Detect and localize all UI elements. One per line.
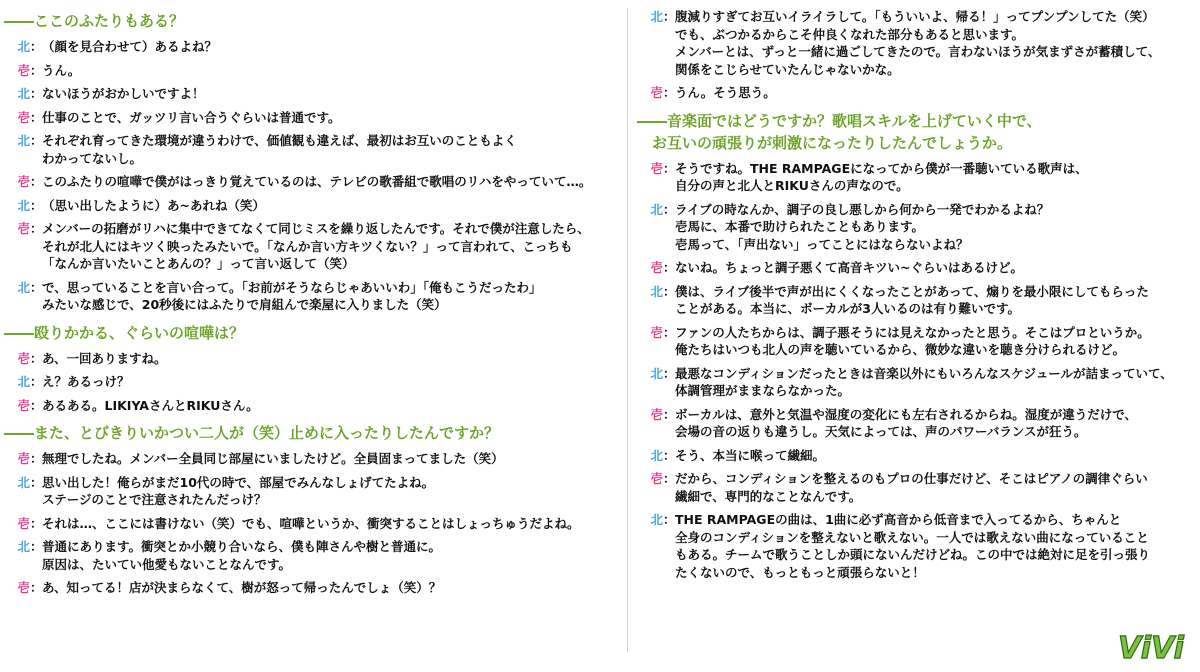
speaker-colon: ： [30,539,43,554]
speaker-label-ichi: 壱 [650,160,663,176]
speaker-colon: ： [663,471,676,486]
dialogue-text [42,197,622,215]
speaker-colon: ： [30,350,43,366]
dialogue-turn [633,201,1200,254]
speaker-label-ichi: 壱 [17,62,30,78]
dialogue-text [675,160,1200,195]
dialogue-text [42,474,622,509]
speaker-colon: ： [663,324,676,340]
speaker-colon: ： [663,406,676,422]
speaker-colon: ： [663,9,676,24]
speaker-colon: ： [663,283,676,299]
speaker-colon: ： [30,374,43,389]
dialogue-text [675,8,1200,78]
dialogue-line: ないね。ちょっと調子悪くて高音キツい~ぐらいはあるけど。 [675,260,1023,275]
dialogue-text [42,38,622,56]
left-column-content [0,0,622,597]
dialogue-line: （顔を見合わせて）あるよね？ [42,39,218,54]
dialogue-text [675,511,1200,581]
dialogue-text [675,201,1200,254]
dialogue-line: あるある。LIKIYAさんとRIKUさん。 [42,397,259,413]
vivi-logo-mark [1116,630,1186,664]
speaker-colon: ： [30,451,43,466]
dialogue-line: それは…、ここには書けない（笑）でも、喧嘩というか、衝突することはしょっちゅうだよね。 [42,515,580,531]
interview-question [0,422,622,444]
dialogue-text [675,324,1200,359]
dialogue-line: そう、本当に喉って繊細。 [675,447,826,463]
dialogue-turn [0,279,622,314]
speaker-colon: ： [663,85,676,100]
dialogue-turn [633,324,1200,359]
speaker-label-ichi: 壱 [650,260,663,275]
dialogue-turn [0,474,622,509]
speaker-label-kita: 北 [650,9,663,24]
dialogue-turn [633,511,1200,581]
speaker-colon: ： [663,365,676,381]
dialogue-line: 普通にあります。衝突とか小競り合いなら、僕も陣さんや樹と普通に。 [42,539,442,554]
dialogue-line: そうですね。THE RAMPAGEになってから僕が一番聴いている歌声は、 [675,160,1088,176]
dialogue-text [42,109,622,127]
dialogue-text [42,220,622,273]
dialogue-line: 仕事のことで、ガッツリ言い合うぐらいは普通です。 [42,109,341,125]
dialogue-turn [0,220,622,273]
dialogue-line: あ、一回ありますね。 [42,350,167,366]
dialogue-text [675,406,1200,441]
speaker-label-kita: 北 [650,447,663,463]
dialogue-turn [0,397,622,415]
dialogue-line: 無理でしたね。メンバー全員同じ部屋にいましたけど。全員固まってました（笑） [42,451,504,466]
speaker-colon: ： [30,174,43,189]
dialogue-text [42,350,622,368]
speaker-colon: ： [30,109,43,125]
dialogue-turn [633,283,1200,318]
dialogue-turn [0,450,622,468]
speaker-colon: ： [30,86,43,101]
dialogue-line: 繊細で、専門的なことなんです。 [675,488,862,504]
dialogue-turn [633,160,1200,195]
dialogue-text [42,279,622,314]
vivi-logo [1116,630,1186,664]
speaker-label-ichi: 壱 [17,109,30,125]
speaker-label-kita: 北 [17,133,30,148]
dialogue-turn [0,85,622,103]
dialogue-line: （思い出したように）あ~あれね（笑） [42,197,265,213]
speaker-colon: ： [30,474,43,490]
speaker-colon: ： [30,133,43,148]
dialogue-line: メンバーとは、ずっと一緒に過ごしてきたので。言わないほうが気まずさが蓄積して、 [675,44,1161,59]
dialogue-text [42,132,622,167]
dialogue-text [42,538,622,573]
dialogue-text [42,85,622,103]
speaker-label-kita: 北 [650,512,663,527]
dialogue-line: ことがある。本当に、ボーカルが3人いるのは有り難いです。 [675,301,1020,316]
dialogue-line: それぞれ育ってきた環境が違うわけで、価値観も違えば、最初はお互いのこともよく [42,133,517,148]
dialogue-text [42,397,622,415]
dialogue-line: 最悪なコンディションだったときは音楽以外にもいろんなスケジュールが詰まっていて、 [675,365,1173,381]
speaker-colon: ： [663,260,676,275]
dialogue-turn [0,62,622,80]
dialogue-line: ステージのことで注意されたんだっけ？ [42,492,267,507]
speaker-label-kita: 北 [650,201,663,217]
dialogue-line: 僕は、ライブ後半で声が出にくくなったことがあって、煽りを最小限にしてもらった [675,283,1149,299]
interview-question [0,10,622,32]
dialogue-text [42,450,622,468]
dialogue-line: 壱馬に、本番で助けられたこともあります。 [675,219,925,234]
dialogue-turn [633,259,1200,277]
dialogue-line: 腹減りすぎてお互いイライラして。「もういいよ、帰る！」ってプンプンしてた（笑） [675,9,1155,24]
dialogue-line: みたいな感じで、20秒後にはふたりで肩組んで楽屋に入りました（笑） [42,297,447,312]
dialogue-line: わかってないし。 [42,150,143,166]
dialogue-line: ファンの人たちからは、調子悪そうには見えなかったと思う。そこはプロというか。 [675,324,1150,340]
speaker-colon: ： [30,197,43,213]
dialogue-text [42,579,622,597]
dialogue-text [675,84,1200,102]
question-line: お互いの頑張りが刺激になったりしたんでしょうか。 [637,133,1013,152]
speaker-colon: ： [30,580,43,595]
right-column-content [633,0,1200,581]
dialogue-line: それが北人にはキツく映ったみたいで。「なんか言い方キツくない？」って言われて、こっちも [42,238,573,254]
speaker-label-kita: 北 [17,539,30,554]
dialogue-text [675,365,1200,400]
speaker-label-ichi: 壱 [650,406,663,422]
speaker-colon: ： [30,62,43,78]
dialogue-line: 全身のコンディションを整えないと歌えない。一人では歌えない曲になっていること [675,529,1149,545]
dialogue-text [675,283,1200,318]
speaker-label-kita: 北 [17,86,30,101]
dialogue-turn [633,365,1200,400]
dialogue-line: うん。 [42,62,81,78]
speaker-colon: ： [663,447,676,463]
dialogue-line: 思い出した！俺らがまだ10代の時で、部屋でみんなしょげてたよね。 [42,474,435,490]
dialogue-text [42,515,622,533]
speaker-label-kita: 北 [17,279,30,295]
dialogue-text [675,447,1200,465]
question-line: ――音楽面ではどうですか？歌唱スキルを上げていく中で、 [637,111,1042,130]
dialogue-line: あ、知ってる！店が決まらなくて、樹が怒って帰ったんでしょ（笑）？ [42,580,442,595]
dialogue-line: で、思っていることを言い合って。「お前がそうならじゃあいいわ」「俺もこうだったわ」 [42,279,542,295]
question-line: ――殴りかかる、ぐらいの喧嘩は？ [4,323,245,342]
question-line: ――ここのふたりもある？ [4,12,185,30]
dialogue-turn [633,8,1200,78]
dialogue-turn [0,38,622,56]
speaker-colon: ： [30,397,43,413]
dialogue-line: たくないので、もっともっと頑張らないと！ [675,564,925,580]
dialogue-turn [0,197,622,215]
speaker-colon: ： [30,279,43,295]
speaker-colon: ： [663,201,676,217]
dialogue-line: メンバーの拓磨がリハに集中できてなくて同じミスを繰り返したんです。それで僕が注意したら、 [42,221,590,236]
dialogue-turn [0,173,622,191]
dialogue-line: でも、ぶつかるからこそ仲良くなれた部分もあると思います。 [675,26,1025,42]
dialogue-line: 原因は、たいてい他愛もないことなんです。 [42,556,292,572]
dialogue-line: 体調管理がままならなかった。 [675,383,851,398]
dialogue-line: 会場の音の返りも違うし。天気によっては、声のパワーバランスが狂う。 [675,424,1087,439]
interview-question [633,110,1200,154]
dialogue-turn [633,470,1200,505]
speaker-label-kita: 北 [650,283,663,299]
dialogue-line: ないほうがおかしいですよ！ [42,86,205,101]
dialogue-turn [0,515,622,533]
speaker-colon: ： [663,512,676,527]
speaker-label-kita: 北 [650,365,663,381]
dialogue-text [42,173,622,191]
dialogue-line: 自分の声と北人とRIKUさんの声なので。 [675,178,909,193]
dialogue-line: だから、コンディションを整えるのもプロの仕事だけど、そこはピアノの調律ぐらい [675,471,1148,486]
speaker-label-ichi: 壱 [17,451,30,466]
dialogue-text [675,259,1200,277]
speaker-colon: ： [30,39,43,54]
dialogue-turn [0,109,622,127]
dialogue-turn [0,373,622,391]
dialogue-line: うん。そう思う。 [675,85,776,100]
speaker-label-ichi: 壱 [650,471,663,486]
dialogue-text [42,373,622,391]
speaker-label-ichi: 壱 [17,580,30,595]
right-column [633,0,1200,672]
speaker-label-ichi: 壱 [17,221,30,236]
dialogue-line: ライブの時なんか、調子の良し悪しから何から一発でわかるよね？ [675,201,1050,217]
speaker-label-ichi: 壱 [17,515,30,531]
speaker-label-kita: 北 [17,39,30,54]
speaker-label-kita: 北 [17,197,30,213]
speaker-label-kita: 北 [17,474,30,490]
speaker-label-ichi: 壱 [17,174,30,189]
dialogue-turn [0,538,622,573]
dialogue-turn [0,579,622,597]
dialogue-line: 俺たちはいつも北人の声を聴いているから、微妙な違いを聴き分けられるけど。 [675,342,1126,357]
dialogue-line: もある。チームで歌うことしか頭にないんだけどね。この中では絶対に足を引っ張り [675,547,1151,562]
speaker-colon: ： [30,515,43,531]
dialogue-line: 壱馬って、「声出ない」ってことにはならないよね？ [675,236,969,252]
dialogue-turn [0,350,622,368]
speaker-label-ichi: 壱 [17,350,30,366]
speaker-label-ichi: 壱 [650,324,663,340]
question-line: ――また、とびきりいかつい二人が（笑）止めに入ったりしたんですか？ [4,424,500,442]
dialogue-line: 関係をこじらせていたんじゃないかな。 [675,61,900,77]
dialogue-turn [633,447,1200,465]
dialogue-line: THE RAMPAGEの曲は、1曲に必ず高音から低音まで入ってるから、ちゃんと [675,512,1122,527]
interview-question [0,322,622,344]
dialogue-line: このふたりの喧嘩で僕がはっきり覚えているのは、テレビの歌番組で歌唱のリハをやっていて…。 [42,174,592,189]
speaker-label-ichi: 壱 [650,85,663,100]
speaker-colon: ： [30,221,43,236]
speaker-label-kita: 北 [17,374,30,389]
speaker-colon: ： [663,160,676,176]
column-divider [627,8,628,652]
dialogue-turn [633,84,1200,102]
dialogue-turn [0,132,622,167]
svg-text:ViVi: ViVi [1118,631,1184,664]
dialogue-line: ボーカルは、意外と気温や湿度の変化にも左右されるからね。湿度が違うだけで、 [675,406,1138,422]
speaker-label-ichi: 壱 [17,397,30,413]
dialogue-line: え？あるっけ？ [42,374,130,389]
dialogue-text [42,62,622,80]
dialogue-turn [633,406,1200,441]
dialogue-line: 「なんか言いたいことあんの？」って言い返して（笑） [42,256,355,271]
dialogue-text [675,470,1200,505]
